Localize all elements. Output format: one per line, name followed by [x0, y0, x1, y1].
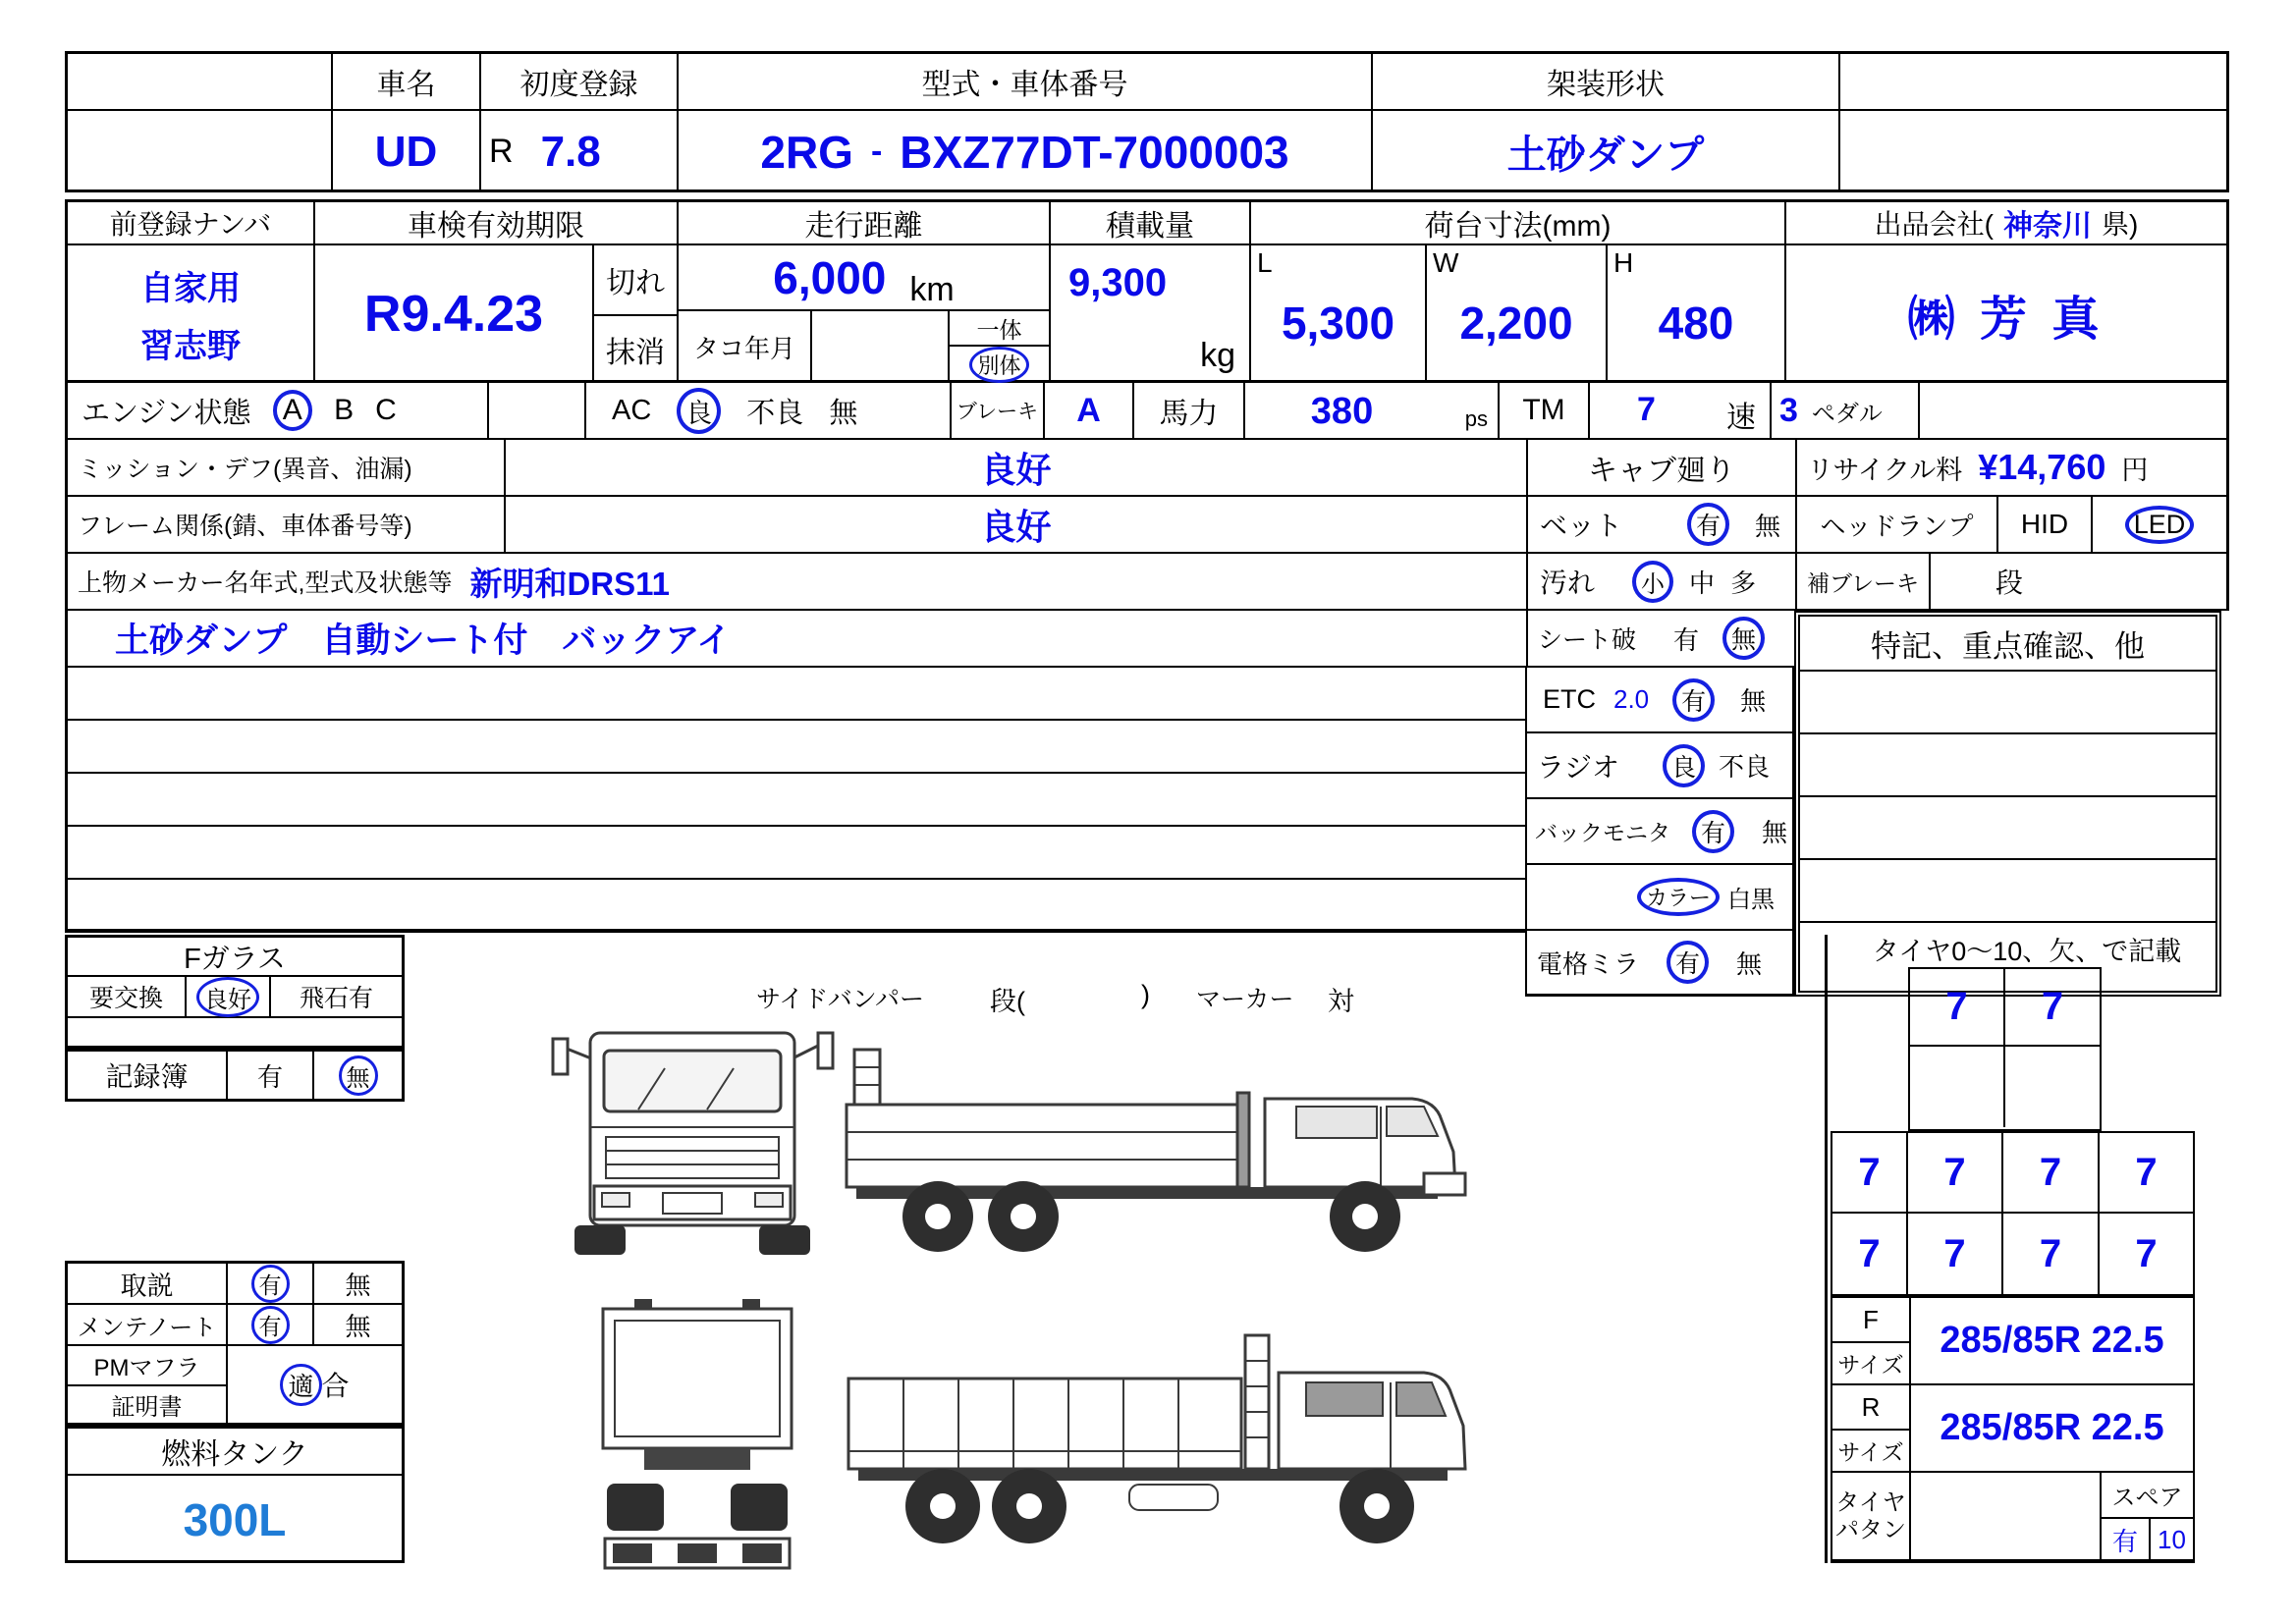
cab-color-selected: カラー	[1637, 878, 1720, 916]
tire-grid-front	[1908, 967, 2102, 1131]
headlamp-led-selected: LED	[2093, 497, 2226, 552]
caption-step-close: )	[1141, 980, 1150, 1009]
fuel-tank-value: 300L	[183, 1494, 287, 1545]
notes-line	[1800, 860, 2215, 923]
maintenance-note-yes-selected: 有	[228, 1305, 314, 1344]
maintenance-note-no: 無	[345, 1311, 371, 1341]
vehicle-name-header: 車名	[333, 54, 481, 111]
cab-bed-label: ベット	[1540, 511, 1623, 541]
cab-etc-version: 2.0	[1613, 684, 1650, 714]
cab-monitor-yes-selected: 有	[1692, 810, 1734, 853]
frame-label: フレーム関係(錆、車体番号等)	[68, 497, 506, 552]
cab-seat-yes: 有	[1673, 624, 1700, 655]
tire-rear-size-value: 285/85R 22.5	[1940, 1407, 2164, 1448]
engine-grade-b: B	[334, 394, 355, 426]
payload-value: 9,300	[1068, 261, 1168, 304]
body-maker-value: 新明和DRS11	[469, 565, 671, 602]
frame-row	[65, 497, 2229, 554]
seller-prefecture: 神奈川	[2003, 210, 2092, 243]
inspection-expired: 切れ	[594, 245, 677, 316]
brake-value: A	[1045, 383, 1134, 438]
caption-step: 段(	[990, 987, 1025, 1016]
tire-mid-1: 7	[1832, 1133, 1908, 1212]
payload-unit: kg	[1200, 337, 1235, 374]
documents-box	[65, 1261, 405, 1426]
tire-mid-2: 7	[1908, 1133, 2003, 1212]
cab-dirt-medium: 中	[1689, 568, 1716, 598]
cab-radio-row	[1527, 733, 1792, 799]
inspection-erased: 抹消	[606, 337, 665, 369]
transmission-label: TM	[1500, 383, 1590, 438]
tire-mid-3: 7	[2003, 1133, 2100, 1212]
cab-etc-yes-selected: 有	[1672, 678, 1715, 722]
tire-section-divider	[1825, 935, 1828, 1563]
recycle-fee-label: リサイクル料	[1807, 455, 1963, 485]
headlamp-label: ヘッドランプ	[1797, 497, 1998, 552]
cab-etc-no: 無	[1740, 686, 1767, 716]
horsepower-value: 380	[1310, 391, 1374, 432]
truck-rear-view-diagram	[570, 1291, 825, 1586]
manual-yes-selected: 有	[228, 1264, 314, 1303]
truck-side-view2-diagram	[835, 1296, 1493, 1586]
certificate-label: 証明書	[111, 1394, 183, 1421]
record-book-yes: 有	[228, 1052, 314, 1099]
tire-r-label: R	[1832, 1385, 1909, 1431]
body-maker-row	[65, 554, 2229, 611]
ac-label: AC	[612, 394, 652, 426]
cab-dirt-row	[1528, 554, 1797, 609]
cab-monitor-no: 無	[1762, 818, 1788, 847]
truck-side-view-diagram	[835, 1036, 1493, 1281]
seller-header-post: 県)	[2102, 209, 2139, 240]
cab-bed-row	[1528, 497, 1797, 552]
bed-height-label: H	[1613, 247, 1634, 278]
tire-cell-blank	[2005, 1047, 2100, 1127]
tire-rear-1: 7	[1832, 1214, 1908, 1294]
bed-dimensions-header: 荷台寸法(mm)	[1251, 202, 1786, 245]
pedal-count-value: 3	[1779, 391, 1798, 429]
tire-rear-4: 7	[2135, 1231, 2158, 1275]
caption-pair: 対	[1328, 987, 1354, 1016]
cab-dirt-small-selected: 小	[1632, 561, 1673, 603]
tire-section-header: タイヤ0～10、欠、で記載	[1872, 936, 2182, 966]
truck-front-view-diagram	[545, 1011, 840, 1262]
tire-pattern-label-2: パタン	[1835, 1517, 1906, 1543]
bed-width-label: W	[1433, 247, 1459, 278]
front-glass-box	[65, 935, 405, 1049]
tire-cell-blank	[1910, 1047, 2005, 1127]
cab-items-column	[1525, 668, 1794, 997]
front-glass-good-selected: 良好	[187, 977, 271, 1016]
inspection-header: 車検有効期限	[315, 202, 679, 245]
record-book-box	[65, 1049, 405, 1102]
fuel-tank-box	[65, 1426, 405, 1563]
cab-radio-label: ラジオ	[1537, 751, 1620, 783]
model-separator: -	[870, 133, 883, 170]
note-line	[68, 774, 1525, 827]
seller-name: ㈱ 芳 真	[1907, 293, 2105, 346]
mission-diff-row	[65, 440, 2229, 497]
note-line	[68, 880, 1525, 929]
mileage-value: 6,000	[773, 251, 887, 303]
note-line	[68, 721, 1525, 774]
chassis-number: BXZ77DT-7000003	[900, 126, 1289, 178]
transmission-speeds-value: 7	[1637, 391, 1656, 428]
front-glass-replace: 要交換	[68, 977, 187, 1016]
ac-good-selected: 良	[677, 388, 721, 434]
body-type-value: 土砂ダンプ	[1373, 111, 1840, 192]
headlamp-hid: HID	[1998, 497, 2093, 552]
first-registration-header: 初度登録	[481, 54, 679, 111]
bed-height-value: 480	[1658, 298, 1734, 349]
aux-brake-label: 補ブレーキ	[1797, 554, 1931, 609]
spare-tire-count: 10	[2158, 1525, 2186, 1554]
payload-header: 積載量	[1051, 202, 1251, 245]
maintenance-note-label: メンテノート	[68, 1305, 228, 1344]
registration-table	[65, 199, 2229, 383]
vehicle-name-value: UD	[333, 111, 481, 192]
tacho-value-blank	[812, 311, 950, 383]
inspection-date: R9.4.23	[363, 286, 544, 343]
recycle-fee-unit: 円	[2121, 455, 2149, 485]
aux-brake-value: 段	[1995, 568, 2024, 598]
brake-label: ブレーキ	[952, 383, 1045, 438]
cab-mirror-no: 無	[1736, 948, 1763, 979]
bed-width-value: 2,200	[1459, 298, 1573, 349]
free-note-rows	[65, 668, 1525, 933]
bed-length-value: 5,300	[1281, 298, 1395, 349]
front-glass-header: Fガラス	[68, 938, 402, 977]
cab-seat-no-selected: 無	[1722, 617, 1765, 660]
front-glass-stone-chip: 飛石有	[299, 985, 373, 1012]
blank-cell	[68, 111, 333, 192]
cab-etc-row	[1527, 668, 1792, 733]
mission-diff-label: ミッション・デフ(異音、油漏)	[68, 440, 506, 495]
tire-r-size-label: サイズ	[1837, 1439, 1904, 1465]
mission-diff-value: 良好	[506, 440, 1528, 495]
cab-radio-bad: 不良	[1719, 752, 1771, 782]
diagram-caption	[756, 980, 1424, 1019]
cab-radio-good-selected: 良	[1663, 744, 1705, 787]
record-book-label: 記録簿	[68, 1052, 228, 1099]
prev-number-line2: 習志野	[140, 328, 241, 365]
cab-mirror-yes-selected: 有	[1667, 941, 1709, 984]
tacho-label: タコ年月	[679, 311, 812, 383]
tire-f-size-label: サイズ	[1837, 1352, 1904, 1378]
cab-mirror-label: 電格ミラ	[1537, 948, 1640, 979]
tire-size-table	[1831, 1296, 2195, 1563]
pm-muffler-compliant-selected: 適 合	[228, 1346, 402, 1423]
tacho-separate: 別体	[950, 347, 1049, 383]
pm-muffler-label: PMマフラ	[68, 1346, 226, 1386]
notes-line	[1800, 672, 2215, 734]
tire-rear-2: 7	[1908, 1214, 2003, 1294]
body-maker-label: 上物メーカー名年式,型式及状態等	[78, 569, 453, 597]
seller-header	[1786, 202, 2226, 245]
bed-length-label: L	[1257, 247, 1273, 278]
blank-cell	[68, 54, 333, 111]
caption-side-bumper: サイドバンパー	[756, 986, 925, 1013]
tire-rear-3: 7	[2003, 1214, 2100, 1294]
tire-pattern-blank	[1911, 1473, 2102, 1561]
tire-grid-rear	[1831, 1131, 2195, 1296]
caption-marker: マーカー	[1196, 986, 1294, 1013]
note-line	[68, 668, 1525, 721]
cab-etc-label: ETC	[1543, 684, 1596, 714]
cab-color-bw: 白黒	[1727, 887, 1775, 913]
transmission-speeds-unit: 速	[1726, 402, 1756, 434]
blank-cell	[1840, 111, 2226, 192]
blank-cell	[1840, 54, 2226, 111]
pedal-label: ペダル	[1811, 400, 1883, 427]
cab-dirt-label: 汚れ	[1540, 568, 1596, 598]
notes-line	[1800, 734, 2215, 797]
tire-pattern-label-1: タイヤ	[1835, 1489, 1906, 1517]
engine-grade-c: C	[375, 394, 397, 426]
equipment-row	[65, 611, 1794, 668]
tire-front-left: 7	[1910, 969, 2005, 1045]
body-type-header: 架装形状	[1373, 54, 1840, 111]
seller-header-pre: 出品会社(	[1874, 209, 1994, 240]
mileage-header: 走行距離	[679, 202, 1051, 245]
cab-monitor-row	[1527, 799, 1792, 865]
vehicle-identity-table	[65, 51, 2229, 192]
special-notes-header: 特記、重点確認、他	[1800, 617, 2215, 672]
mileage-unit: km	[909, 271, 955, 308]
cab-bed-no: 無	[1755, 511, 1781, 541]
tire-f-label: F	[1832, 1298, 1909, 1343]
spare-tire-label: スペア	[2102, 1473, 2193, 1519]
horsepower-label: 馬力	[1134, 383, 1245, 438]
manual-no: 無	[345, 1270, 371, 1300]
engine-status-row	[65, 383, 2229, 440]
cab-seat-row	[1528, 611, 1794, 666]
prev-number-line1: 自家用	[140, 270, 241, 307]
cab-area-header: キャブ廻り	[1528, 440, 1797, 495]
model-chassis-header: 型式・車体番号	[679, 54, 1373, 111]
blank-cell	[489, 383, 586, 438]
cab-mirror-row	[1527, 931, 1792, 994]
frame-value: 良好	[506, 497, 1528, 552]
manual-label: 取説	[68, 1264, 228, 1303]
note-line	[68, 827, 1525, 880]
ac-bad: 不良	[746, 397, 804, 429]
prev-number-header: 前登録ナンバ	[68, 202, 315, 245]
ac-none: 無	[829, 397, 858, 429]
record-book-no-selected: 無	[314, 1052, 402, 1099]
spare-tire-yes: 有	[2102, 1519, 2151, 1561]
notes-line	[1800, 797, 2215, 860]
first-reg-era: R	[489, 133, 514, 170]
tire-mid-4: 7	[2135, 1150, 2158, 1194]
fuel-tank-header: 燃料タンク	[68, 1429, 402, 1476]
engine-status-label: エンジン状態	[82, 397, 251, 429]
recycle-fee-value: ¥14,760	[1978, 447, 2106, 487]
cab-dirt-large: 多	[1730, 568, 1757, 598]
cab-seat-label: シート破	[1538, 626, 1637, 654]
tire-front-size-value: 285/85R 22.5	[1940, 1320, 2164, 1361]
tire-front-right: 7	[2041, 985, 2064, 1028]
first-reg-value: 7.8	[540, 127, 601, 176]
cab-monitor-label: バックモニタ	[1535, 820, 1670, 845]
model-prefix: 2RG	[760, 126, 853, 178]
cab-bed-yes-selected: 有	[1687, 503, 1729, 546]
blank-cell	[1920, 383, 2226, 438]
horsepower-unit: ps	[1464, 406, 1488, 431]
equipment-note: 土砂ダンプ 自動シート付 バックアイ	[115, 622, 732, 660]
cab-color-row	[1527, 865, 1792, 931]
engine-grade-a-selected: A	[273, 390, 313, 431]
tacho-integrated: 一体	[950, 311, 1049, 347]
